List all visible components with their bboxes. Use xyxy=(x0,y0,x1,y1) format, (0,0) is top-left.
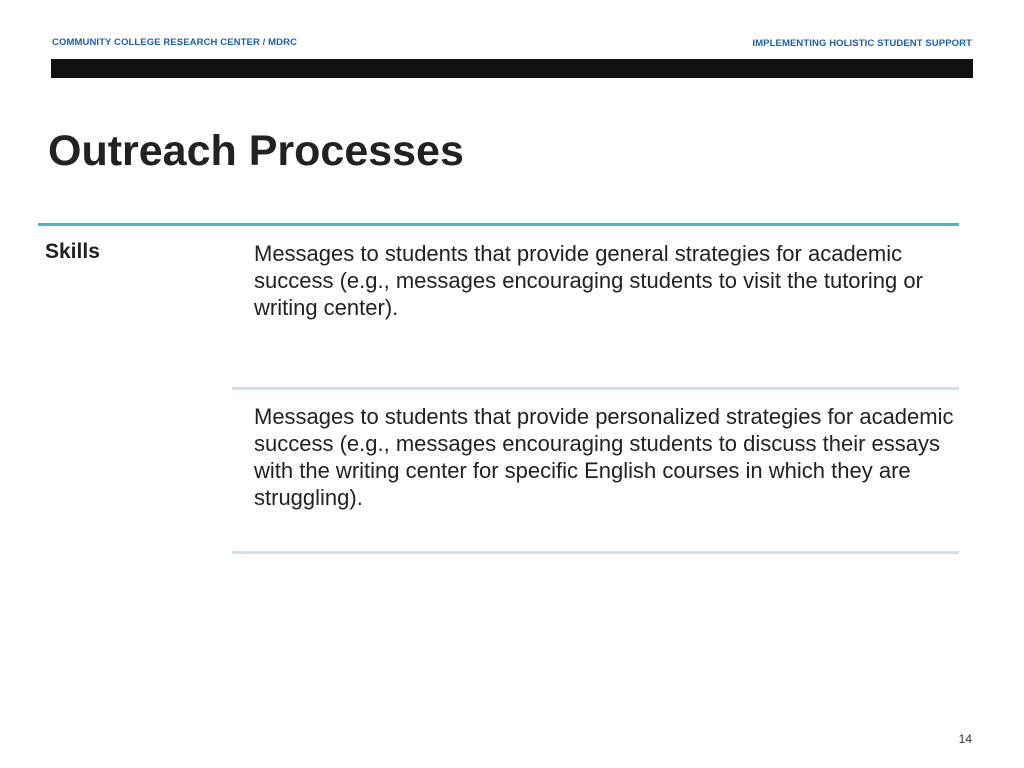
header-bar xyxy=(51,59,973,78)
table-cell-general-strategies: Messages to students that provide general strategies for academic success (e.g., messages encouraging students to visit the tutoring or writing center). xyxy=(254,241,923,320)
table-top-rule xyxy=(38,223,959,226)
header-report-title: IMPLEMENTING HOLISTIC STUDENT SUPPORT xyxy=(752,38,972,49)
table-row-divider xyxy=(232,387,959,390)
page-number: 14 xyxy=(958,732,972,746)
row-label-skills: Skills xyxy=(45,240,100,263)
table-cell-personalized-strategies: Messages to students that provide personalized strategies for academic success (e.g., messages encouraging students to discuss their essays with the writing center for specific English courses in which they are struggling). xyxy=(254,404,954,510)
header-organization: COMMUNITY COLLEGE RESEARCH CENTER / MDRC xyxy=(52,37,298,48)
table-bottom-rule xyxy=(232,551,959,554)
slide-title: Outreach Processes xyxy=(48,127,464,175)
